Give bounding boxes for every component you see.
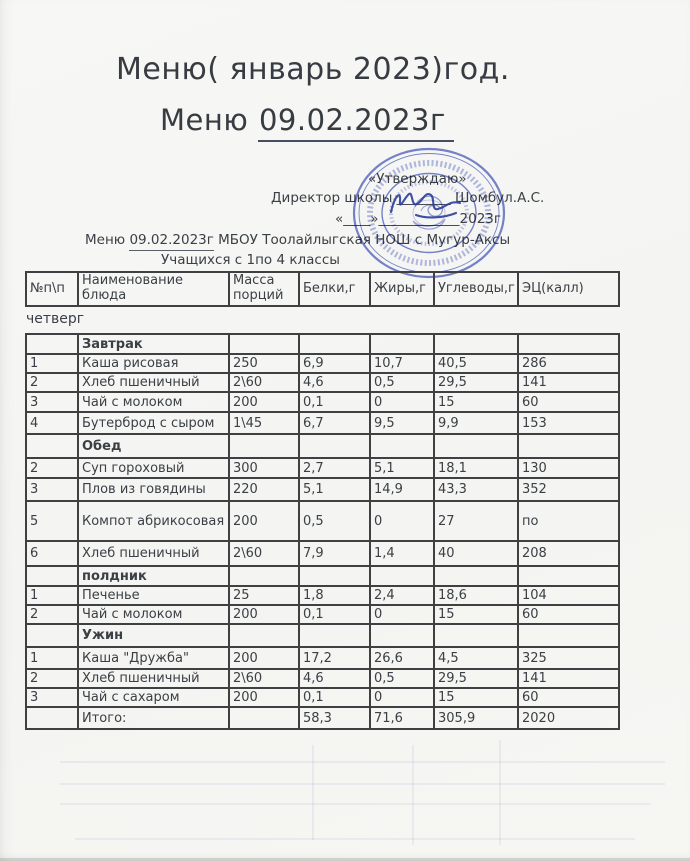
cell-mass: [229, 624, 299, 647]
cell-number: 2: [26, 605, 78, 624]
cell-mass: 2\60: [229, 541, 299, 566]
cell-dish-name: Чай с молоком: [78, 605, 229, 624]
menu-section-row: [26, 334, 619, 354]
cell-fat: 0: [370, 605, 434, 624]
cell-mass: 200: [229, 392, 299, 412]
menu-item-row: [26, 501, 619, 541]
cell-number: 3: [26, 688, 78, 707]
cell-dish-name: Компот абрикосовая: [78, 501, 229, 541]
cell-mass: 1\45: [229, 412, 299, 434]
title-menu-word: Меню: [160, 103, 249, 137]
menu-item-row: [26, 707, 619, 729]
cell-calories: [518, 434, 619, 458]
director-signature-line: Директор школы ________ Шомбул.А.С.: [271, 190, 545, 206]
cell-protein: 17,2: [299, 647, 370, 669]
cell-mass: 300: [229, 458, 299, 478]
cell-mass: 200: [229, 647, 299, 669]
cell-calories: 286: [518, 354, 619, 373]
bleedthrough-line: [60, 783, 665, 785]
cell-fat: 14,9: [370, 478, 434, 501]
cell-number: 2: [26, 458, 78, 478]
cell-carbs: 43,3: [434, 478, 518, 501]
menu-item-row: [26, 647, 619, 669]
cell-carbs: 40,5: [434, 354, 518, 373]
cell-fat: 2,4: [370, 586, 434, 605]
menu-item-row: [26, 373, 619, 392]
cell-carbs: 27: [434, 501, 518, 541]
menu-item-row: [26, 392, 619, 412]
cell-carbs: 29,5: [434, 669, 518, 688]
cell-dish-name: Хлеб пшеничный: [78, 373, 229, 392]
school-name-text: МБОУ Тоолайлыгская НОШ с Мугур-Аксы: [218, 232, 511, 248]
cell-carbs: 15: [434, 688, 518, 707]
cell-calories: 352: [518, 478, 619, 501]
cell-mass: [229, 434, 299, 458]
menu-item-row: [26, 669, 619, 688]
menu-item-row: [26, 688, 619, 707]
cell-dish-name: Хлеб пшеничный: [78, 541, 229, 566]
cell-protein: 1,8: [299, 586, 370, 605]
cell-dish-name: Итого:: [78, 707, 229, 729]
cell-fat: [370, 334, 434, 354]
approve-label: «Утверждаю»: [368, 171, 467, 187]
cell-number: 5: [26, 501, 78, 541]
col-header-dish: Наименование блюда: [78, 272, 229, 306]
bleedthrough-line: [412, 745, 414, 845]
cell-calories: 60: [518, 688, 619, 707]
cell-mass: 200: [229, 605, 299, 624]
cell-protein: 4,6: [299, 373, 370, 392]
cell-dish-name: Суп гороховый: [78, 458, 229, 478]
col-header-calories: ЭЦ(калл): [518, 272, 619, 306]
col-header-carbs: Углеводы,г: [434, 272, 518, 306]
cell-number: 6: [26, 541, 78, 566]
cell-number: 2: [26, 669, 78, 688]
cell-carbs: [434, 334, 518, 354]
cell-dish-name: Завтрак: [78, 334, 229, 354]
cell-carbs: 40: [434, 541, 518, 566]
col-header-protein: Белки,г: [299, 272, 370, 306]
cell-dish-name: Обед: [78, 434, 229, 458]
cell-calories: 2020: [518, 707, 619, 729]
menu-header-table: [25, 271, 620, 307]
cell-calories: 60: [518, 605, 619, 624]
students-range-line: Учащихся с 1по 4 классы: [161, 252, 340, 268]
weekday-label: четверг: [26, 311, 85, 327]
cell-protein: 0,1: [299, 688, 370, 707]
cell-carbs: [434, 624, 518, 647]
bleedthrough-line: [312, 745, 314, 840]
cell-calories: 130: [518, 458, 619, 478]
title-menu-date-underlined: 09.02.2023г: [258, 103, 454, 142]
cell-protein: 0,1: [299, 605, 370, 624]
cell-protein: [299, 624, 370, 647]
document-title-line1: Меню( январь 2023)год.: [116, 52, 510, 87]
cell-fat: 0: [370, 688, 434, 707]
menu-item-row: [26, 541, 619, 566]
school-menu-date-underlined: 09.02.2023г: [129, 232, 213, 251]
cell-calories: 104: [518, 586, 619, 605]
cell-protein: 6,7: [299, 412, 370, 434]
cell-number: [26, 434, 78, 458]
cell-calories: [518, 624, 619, 647]
cell-mass: 25: [229, 586, 299, 605]
cell-protein: 4,6: [299, 669, 370, 688]
cell-number: 1: [26, 354, 78, 373]
approval-date-line: «____»____________2023г: [335, 211, 501, 227]
cell-carbs: 305,9: [434, 707, 518, 729]
cell-fat: 71,6: [370, 707, 434, 729]
cell-calories: 141: [518, 373, 619, 392]
menu-item-row: [26, 478, 619, 501]
cell-dish-name: Ужин: [78, 624, 229, 647]
bleedthrough-line: [75, 838, 635, 840]
menu-item-row: [26, 354, 619, 373]
director-signature-icon: [386, 185, 478, 223]
header-row: [26, 272, 619, 306]
cell-mass: 2\60: [229, 669, 299, 688]
menu-table: [25, 333, 620, 730]
cell-mass: [229, 707, 299, 729]
document-title-line2: [160, 103, 454, 137]
cell-calories: 325: [518, 647, 619, 669]
cell-calories: 153: [518, 412, 619, 434]
cell-dish-name: Хлеб пшеничный: [78, 669, 229, 688]
cell-fat: 0: [370, 392, 434, 412]
cell-protein: 2,7: [299, 458, 370, 478]
cell-protein: 58,3: [299, 707, 370, 729]
cell-fat: 1,4: [370, 541, 434, 566]
cell-mass: 200: [229, 688, 299, 707]
cell-fat: 0,5: [370, 669, 434, 688]
cell-calories: [518, 334, 619, 354]
cell-dish-name: полдник: [78, 566, 229, 586]
cell-carbs: 9,9: [434, 412, 518, 434]
cell-number: 3: [26, 478, 78, 501]
cell-carbs: 29,5: [434, 373, 518, 392]
col-header-number: №п\п: [26, 272, 78, 306]
cell-protein: 0,1: [299, 392, 370, 412]
bleedthrough-line: [60, 761, 665, 763]
cell-carbs: 15: [434, 392, 518, 412]
cell-carbs: 18,1: [434, 458, 518, 478]
cell-number: 2: [26, 373, 78, 392]
cell-dish-name: Чай с молоком: [78, 392, 229, 412]
cell-dish-name: Чай с сахаром: [78, 688, 229, 707]
cell-protein: [299, 334, 370, 354]
cell-protein: [299, 434, 370, 458]
cell-fat: 26,6: [370, 647, 434, 669]
cell-mass: [229, 566, 299, 586]
cell-protein: 7,9: [299, 541, 370, 566]
menu-item-row: [26, 605, 619, 624]
cell-dish-name: Плов из говядины: [78, 478, 229, 501]
cell-number: [26, 566, 78, 586]
cell-carbs: 18,6: [434, 586, 518, 605]
col-header-mass: Масса порций: [229, 272, 299, 306]
cell-protein: 5,1: [299, 478, 370, 501]
cell-protein: 6,9: [299, 354, 370, 373]
cell-protein: [299, 566, 370, 586]
cell-fat: [370, 434, 434, 458]
bleedthrough-line: [499, 740, 501, 845]
cell-dish-name: Печенье: [78, 586, 229, 605]
cell-number: [26, 624, 78, 647]
bleedthrough-line: [60, 803, 650, 805]
cell-fat: [370, 624, 434, 647]
cell-fat: [370, 566, 434, 586]
cell-mass: 220: [229, 478, 299, 501]
menu-section-row: [26, 434, 619, 458]
cell-number: 1: [26, 586, 78, 605]
menu-item-row: [26, 458, 619, 478]
cell-mass: 200: [229, 501, 299, 541]
menu-item-row: [26, 586, 619, 605]
cell-mass: 250: [229, 354, 299, 373]
cell-carbs: [434, 434, 518, 458]
menu-table-body: [26, 334, 619, 729]
cell-number: [26, 707, 78, 729]
menu-section-row: [26, 624, 619, 647]
cell-calories: 141: [518, 669, 619, 688]
cell-fat: 10,7: [370, 354, 434, 373]
cell-fat: 9,5: [370, 412, 434, 434]
cell-calories: 60: [518, 392, 619, 412]
cell-dish-name: Бутерброд с сыром: [78, 412, 229, 434]
cell-carbs: 15: [434, 605, 518, 624]
cell-number: 3: [26, 392, 78, 412]
school-menu-word: Меню: [85, 232, 126, 248]
cell-calories: по: [518, 501, 619, 541]
cell-fat: 5,1: [370, 458, 434, 478]
cell-calories: 208: [518, 541, 619, 566]
cell-number: 4: [26, 412, 78, 434]
menu-item-row: [26, 412, 619, 434]
cell-mass: 2\60: [229, 373, 299, 392]
col-header-fat: Жиры,г: [370, 272, 434, 306]
cell-carbs: 4,5: [434, 647, 518, 669]
cell-protein: 0,5: [299, 501, 370, 541]
cell-dish-name: Каша "Дружба": [78, 647, 229, 669]
cell-fat: 0: [370, 501, 434, 541]
cell-carbs: [434, 566, 518, 586]
cell-mass: [229, 334, 299, 354]
cell-number: [26, 334, 78, 354]
cell-calories: [518, 566, 619, 586]
cell-dish-name: Каша рисовая: [78, 354, 229, 373]
cell-number: 1: [26, 647, 78, 669]
menu-section-row: [26, 566, 619, 586]
cell-fat: 0,5: [370, 373, 434, 392]
